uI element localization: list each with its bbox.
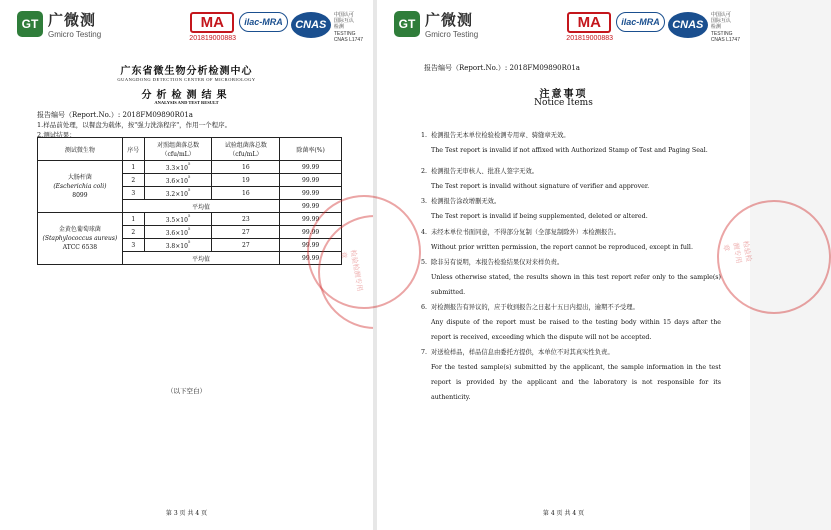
- organism-ecoli: 大肠杆菌 (Escherichia coli) 8099: [38, 161, 123, 213]
- organism-saureus: 金黄色葡萄球菌 (Staphylococcus aureus) ATCC 6538: [38, 213, 123, 265]
- cnas-info: 中国认可 国际互认 检测 TESTING CNAS L1747: [710, 12, 740, 43]
- cma-number: 201819000883: [189, 35, 237, 42]
- cma-mark: [566, 12, 612, 42]
- notice-item-4: 4. 未经本单位书面同意，不得部分复制（全部复制除外）本检测报告。 Without prior written permission, the report cannot be reproduced, except in full.: [421, 229, 693, 251]
- table-header-row: [38, 138, 342, 161]
- cell-control: $3.6\times 10^5$: [144, 174, 212, 187]
- logo-name-en: Gmicro Testing: [48, 30, 102, 39]
- logo-name-cn: 广微测: [48, 11, 97, 29]
- results-table: [37, 137, 342, 265]
- table-row: [38, 213, 342, 226]
- notice-item-2: 2. 检测报告无审核人、批准人签字无效。 The Test report is invalid without signature of verifier and approver.: [421, 168, 650, 190]
- average-value: 99.99: [280, 200, 342, 213]
- header-rate: 除菌率(%): [280, 138, 342, 161]
- cell-test: 27: [212, 239, 280, 252]
- cell-test: 19: [212, 174, 280, 187]
- cell-control: $3.3\times 10^5$: [144, 161, 212, 174]
- cell-no: 1: [122, 161, 144, 174]
- result-title-en: ANALYSIS AND TEST RESULT: [154, 100, 219, 105]
- report-number: 报告编号（Report.No.）: 2018FM09890R01a: [37, 111, 193, 119]
- cell-no: 1: [122, 213, 144, 226]
- notice-item-1: 1. 检测报告无本单位检验检测专用章、骑缝章无效。 The Test report is invalid if not affixed with Authorized Stamp of Test and Paging Seal.: [421, 132, 708, 154]
- center-title-cn: 广东省微生物分析检测中心: [120, 66, 253, 77]
- ilac-mra-logo-icon: ilac-MRA: [239, 12, 288, 32]
- average-value: 99.99: [280, 252, 342, 265]
- cell-rate: 99.99: [280, 174, 342, 187]
- cell-rate: 99.99: [280, 226, 342, 239]
- cell-test: 16: [212, 187, 280, 200]
- stamp-text: 检验检测专用章: [338, 249, 364, 293]
- page-footer: 第 3 页 共 4 页: [165, 510, 208, 517]
- notice-title-en: Notice Items: [534, 98, 593, 108]
- cell-test: 23: [212, 213, 280, 226]
- cnas-info: 中国认可 国际互认 检测 TESTING CNAS L1747: [333, 12, 363, 43]
- cell-control: $3.2\times 10^5$: [144, 187, 212, 200]
- official-stamp: [307, 195, 421, 309]
- company-logo: [394, 9, 478, 39]
- cma-mark: [189, 12, 235, 42]
- company-logo: [17, 9, 101, 39]
- logo-name-cn: 广微测: [425, 11, 474, 29]
- cell-no: 3: [122, 187, 144, 200]
- result-title-cn: 分析检测结果: [141, 90, 232, 101]
- cnas-logo-icon: CNAS: [668, 12, 708, 38]
- cell-test: 16: [212, 161, 280, 174]
- pretreatment-note: 1.样品前处理，以餐盘为载体，按"强力洗涤程序"，作用一个程序。: [37, 121, 232, 129]
- table-row: [38, 161, 342, 174]
- cell-no: 2: [122, 174, 144, 187]
- cell-no: 3: [122, 239, 144, 252]
- cnas-logo-icon: CNAS: [291, 12, 331, 38]
- report-page-4: [377, 0, 753, 530]
- notice-item-3: 3. 检测报告涂改增删无效。 The Test report is invalid if being supplemented, deleted or altered.: [421, 198, 648, 220]
- header-microbe: 测试微生物: [38, 138, 123, 161]
- notice-item-5: 5. 除非另有说明，本报告检验结果仅对来样负责。 Unless otherwise stated, the results shown in this test report refer only to the sample(s) submitted.: [421, 259, 721, 296]
- logo-name-en: Gmicro Testing: [425, 30, 479, 39]
- cma-logo-icon: MA: [190, 12, 234, 33]
- report-number: 报告编号（Report.No.）: 2018FM09890R01a: [424, 64, 580, 72]
- stamp-text: 检验检测专用章: [721, 240, 753, 265]
- cma-logo-icon: MA: [567, 12, 611, 33]
- page-footer: 第 4 页 共 4 页: [542, 510, 585, 517]
- average-label: 平均值: [122, 200, 279, 213]
- cell-rate: 99.99: [280, 239, 342, 252]
- header-control: 对照组菌落总数（cfu/mL）: [144, 138, 212, 161]
- center-title-en: GUANGDONG DETECTION CENTER OF MICROBIOLOGY: [117, 77, 256, 82]
- certification-marks: [189, 12, 363, 43]
- notice-item-7: 7. 对送检样品，样品信息由委托方提供，本单位不对其真实性负责。 For the tested sample(s) submitted by the applicant, the sample information in the test report is provided by the applicant and the laboratory is not responsible for its authenticity.: [421, 349, 721, 401]
- average-label: 平均值: [122, 252, 279, 265]
- cell-rate: 99.99: [280, 161, 342, 174]
- header-test: 试验组菌落总数（cfu/mL）: [212, 138, 280, 161]
- cell-rate: 99.99: [280, 187, 342, 200]
- header-no: 序号: [122, 138, 144, 161]
- notice-title-cn: 注意事项: [539, 89, 588, 100]
- cell-control: $3.5\times 10^5$: [144, 213, 212, 226]
- cell-test: 27: [212, 226, 280, 239]
- cell-no: 2: [122, 226, 144, 239]
- cell-control: $3.8\times 10^5$: [144, 239, 212, 252]
- notice-item-6: 6. 对检测报告有异议的，应于收到报告之日起十五日内提出，逾期不予受理。 Any dispute of the report must be raised to the testing body within 15 days after the report is received, exceeding which the dispute will not be accepted.: [421, 304, 721, 341]
- cma-number: 201819000883: [566, 35, 614, 42]
- ilac-mra-logo-icon: ilac-MRA: [616, 12, 665, 32]
- cell-control: $3.6\times 10^5$: [144, 226, 212, 239]
- certification-marks: [566, 12, 740, 43]
- gt-logo-icon: GT: [17, 11, 43, 37]
- blank-below-note: （以下空白）: [167, 387, 206, 395]
- gt-logo-icon: GT: [394, 11, 420, 37]
- cell-rate: 99.99: [280, 213, 342, 226]
- test-results-heading: 2.测试结果：: [37, 131, 76, 139]
